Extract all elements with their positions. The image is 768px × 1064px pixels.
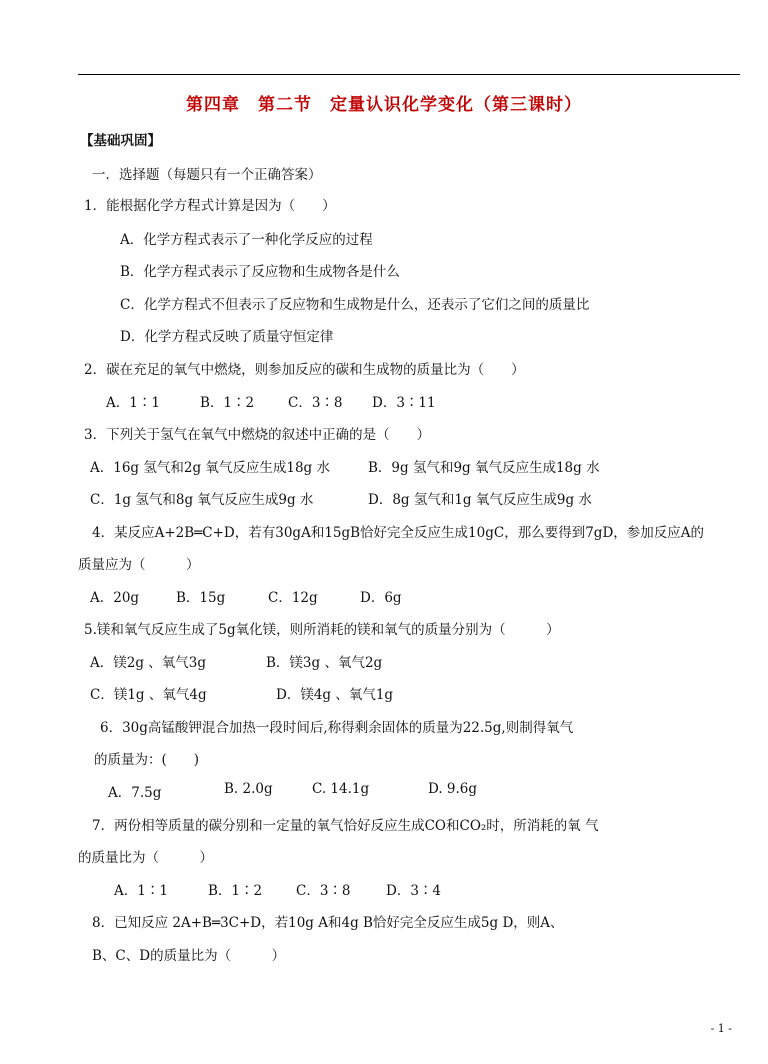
question-1-option-b: B．化学方程式表示了反应物和生成物各是什么 — [120, 264, 400, 280]
question-2-stem: 2．碳在充足的氧气中燃烧，则参加反应的碳和生成物的质量比为（ ） — [84, 362, 525, 378]
question-6-option-b: B. 2.0g — [224, 781, 273, 797]
question-4-stem: 4．某反应A+2B═C+D，若有30gA和15gB恰好完全反应生成10gC，那么要得到7gD，参加反应A的 — [92, 525, 705, 541]
question-2-option-a: A．1∶1 — [106, 395, 160, 411]
question-6-option-a: A．7.5g — [108, 785, 162, 801]
question-3-option-d: D．8g 氢气和1g 氧气反应生成9g 水 — [368, 492, 592, 508]
question-5-option-d: D．镁4g 、氧气1g — [276, 687, 394, 703]
question-2-option-c: C．3∶8 — [288, 395, 343, 411]
header-rule — [78, 74, 740, 75]
question-5-option-b: B．镁3g 、氧气2g — [266, 655, 383, 671]
question-7-option-a: A．1∶1 — [114, 883, 168, 899]
question-6-option-c: C. 14.1g — [312, 781, 370, 797]
question-4-option-c: C．12g — [268, 590, 318, 606]
question-7-stem-continued: 的质量比为（ ） — [78, 850, 213, 866]
part-heading: 一．选择题（每题只有一个正确答案） — [92, 167, 322, 183]
question-3-option-b: B．9g 氢气和9g 氧气反应生成18g 水 — [368, 460, 600, 476]
question-3-option-c: C．1g 氢气和8g 氧气反应生成9g 水 — [90, 492, 314, 508]
question-4-option-a: A．20g — [90, 590, 140, 606]
question-1-option-c: C．化学方程式不但表示了反应物和生成物是什么，还表示了它们之间的质量比 — [120, 297, 590, 313]
question-7-option-c: C．3∶8 — [296, 883, 351, 899]
question-4-option-b: B．15g — [176, 590, 226, 606]
question-4-stem-continued: 质量应为（ ） — [78, 557, 200, 573]
question-5-option-a: A．镁2g 、氧气3g — [90, 655, 207, 671]
question-3-option-a: A．16g 氢气和2g 氧气反应生成18g 水 — [90, 460, 330, 476]
question-6-stem-continued: 的质量为：( ) — [94, 752, 200, 768]
question-2-option-b: B．1∶2 — [200, 395, 255, 411]
question-3-stem: 3．下列关于氢气在氧气中燃烧的叙述中正确的是（ ） — [84, 427, 431, 443]
question-4-option-d: D．6g — [360, 590, 402, 606]
question-1-option-d: D．化学方程式反映了质量守恒定律 — [120, 329, 334, 345]
question-8-stem: 8．已知反应 2A+B═3C+D，若10g A和4g B恰好完全反应生成5g D，则A、 — [92, 915, 564, 931]
question-6-option-d: D. 9.6g — [428, 781, 478, 797]
section-heading: 【基础巩固】 — [80, 133, 161, 149]
question-5-option-c: C．镁1g 、氧气4g — [90, 687, 207, 703]
question-6-stem: 6．30g高锰酸钾混合加热一段时间后,称得剩余固体的质量为22.5g,则制得氧气 — [100, 720, 574, 736]
question-8-stem-continued: B、C、D的质量比为（ ） — [92, 948, 286, 964]
page-number: - 1 - — [710, 1022, 732, 1035]
question-7-option-d: D．3∶4 — [386, 883, 442, 899]
question-2-option-d: D．3∶11 — [372, 395, 436, 411]
question-5-stem: 5.镁和氧气反应生成了5g氧化镁，则所消耗的镁和氧气的质量分别为（ ） — [84, 622, 560, 638]
question-1-option-a: A．化学方程式表示了一种化学反应的过程 — [120, 232, 373, 248]
question-1-stem: 1．能根据化学方程式计算是因为（ ） — [84, 198, 336, 214]
question-7-stem: 7．两份相等质量的碳分别和一定量的氧气恰好反应生成CO和CO₂时，所消耗的氧 气 — [92, 818, 599, 834]
page-title: 第四章 第二节 定量认识化学变化（第三课时） — [186, 95, 582, 115]
question-7-option-b: B．1∶2 — [208, 883, 263, 899]
